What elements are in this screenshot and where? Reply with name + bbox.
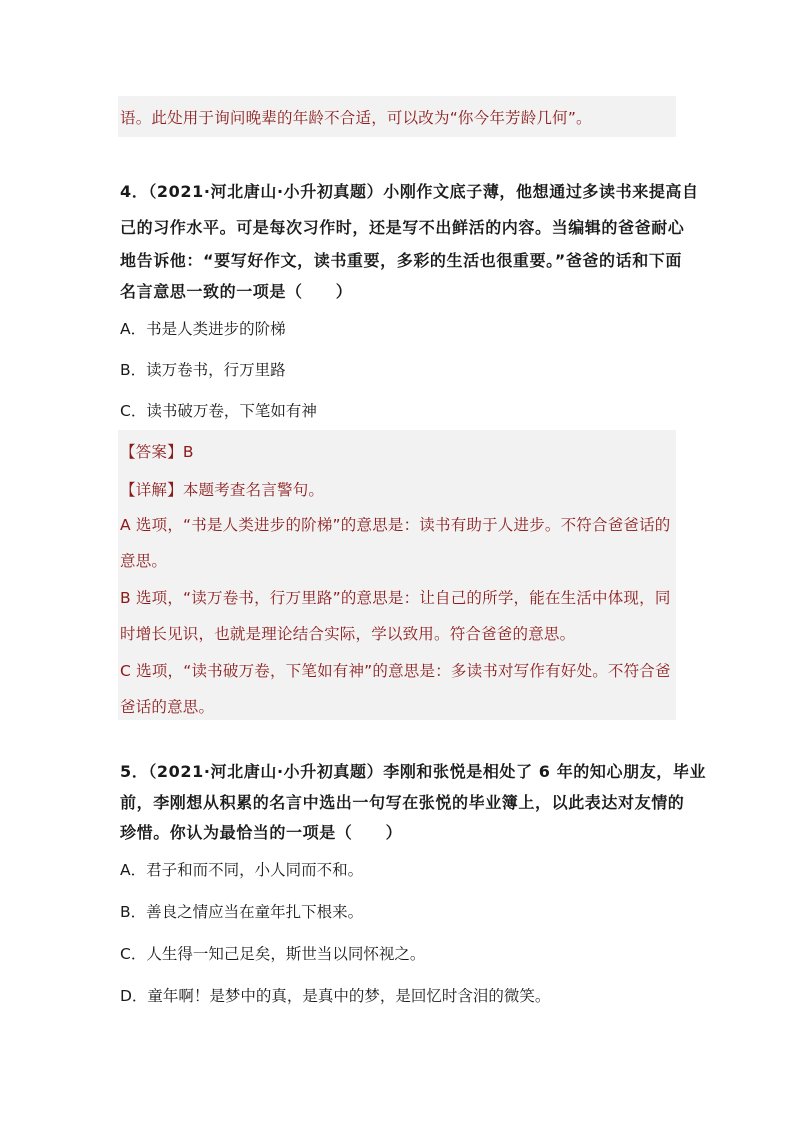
q4-answer-row — [120, 440, 194, 462]
q5-option-b: B．善良之情应当在童年扎下根来。 — [120, 903, 364, 921]
q5-stem-line-1: 5．（2021·河北唐山·小升初真题）李刚和张悦是相处了 6 年的知心朋友，毕业 — [120, 762, 707, 781]
q4-detail-row — [120, 478, 324, 500]
q4-stem-line-3: 地告诉他：“要写好作文，读书重要，多彩的生活也很重要。”爸爸的话和下面 — [120, 251, 683, 270]
q4-stem-line-4: 名言意思一致的一项是（ ） — [120, 282, 353, 301]
q4-explanation-line-4: 时增长见识，也就是理论结合实际，学以致用。符合爸爸的意思。 — [120, 625, 576, 643]
prev-explanation-text: 语。此处用于询问晚辈的年龄不合适，可以改为“你今年芳龄几何”。 — [120, 109, 592, 127]
q4-option-b: B．读万卷书，行万里路 — [120, 361, 286, 379]
q4-option-c: C．读书破万卷，下笔如有神 — [120, 402, 317, 420]
q5-stem-line-3: 珍惜。你认为最恰当的一项是（ ） — [120, 823, 403, 842]
q4-answer-value: B — [182, 443, 194, 461]
q4-detail-text: 本题考查名言警句。 — [182, 481, 325, 499]
q4-detail-label: 【详解】 — [120, 481, 183, 499]
q4-stem-line-1: 4．（2021·河北唐山·小升初真题）小刚作文底子薄，他想通过多读书来提高自 — [120, 182, 699, 201]
q5-option-c: C．人生得一知己足矣，斯世当以同怀视之。 — [120, 945, 426, 963]
q5-stem-line-2: 前，李刚想从积累的名言中选出一句写在张悦的毕业簿上，以此表达对友情的 — [120, 793, 685, 812]
q4-stem-line-2: 己的习作水平。可是每次习作时，还是写不出鲜活的内容。当编辑的爸爸耐心 — [120, 218, 685, 237]
q4-explanation-line-6: 爸话的意思。 — [120, 698, 215, 716]
q4-answer-label: 【答案】 — [120, 443, 183, 461]
q4-explanation-line-1: A 选项，“书是人类进步的阶梯”的意思是：读书有助于人进步。不符合爸爸话的 — [120, 516, 671, 534]
q5-option-a: A．君子和而不同，小人同而不和。 — [120, 861, 364, 879]
q5-option-d: D．童年啊！是梦中的真，是真中的梦，是回忆时含泪的微笑。 — [120, 987, 551, 1005]
q4-option-a: A．书是人类进步的阶梯 — [120, 320, 286, 338]
q4-explanation-line-2: 意思。 — [120, 552, 168, 570]
q4-explanation-line-5: C 选项，“读书破万卷，下笔如有神”的意思是：多读书对写作有好处。不符合爸 — [120, 662, 671, 680]
q4-explanation-line-3: B 选项，“读万卷书，行万里路”的意思是：让自己的所学，能在生活中体现，同 — [120, 589, 671, 607]
